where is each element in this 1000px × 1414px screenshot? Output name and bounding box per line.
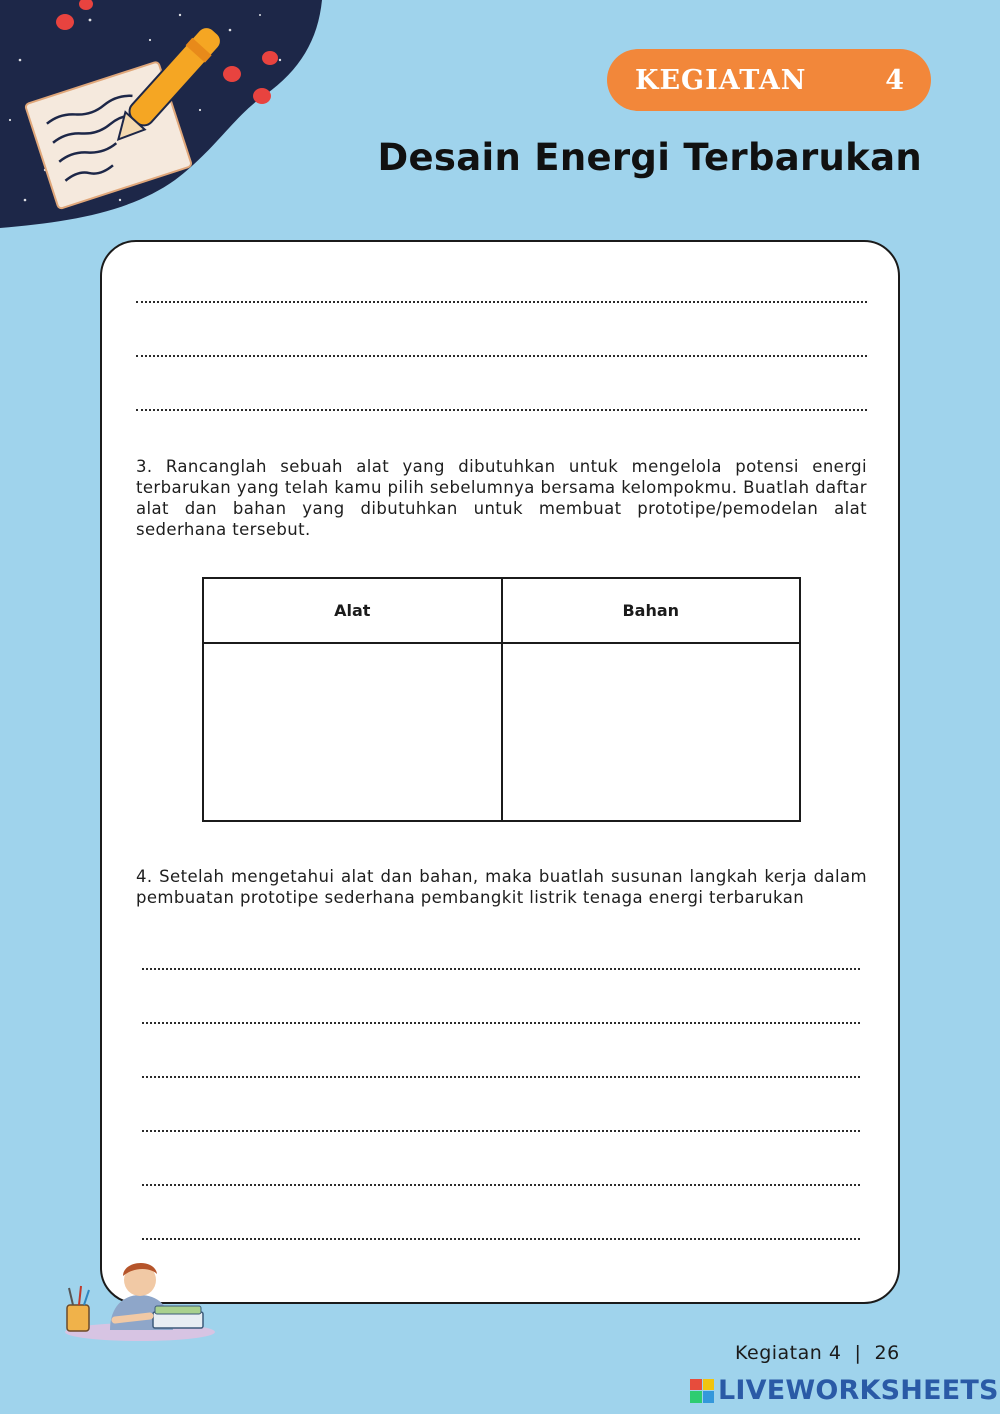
student-illustration xyxy=(55,1250,215,1345)
answer-line[interactable] xyxy=(136,301,867,303)
worksheet-card xyxy=(100,240,900,1304)
answer-line[interactable] xyxy=(142,1076,860,1078)
liveworksheets-logo[interactable] xyxy=(690,1375,999,1406)
badge-number: 4 xyxy=(885,64,905,96)
bahan-answer-cell[interactable] xyxy=(502,643,801,821)
liveworksheets-brand: LIVEWORKSHEETS xyxy=(718,1375,999,1406)
table-header-alat: Alat xyxy=(203,578,502,643)
answer-line[interactable] xyxy=(142,1022,860,1024)
tools-materials-table xyxy=(202,577,801,822)
answer-line[interactable] xyxy=(142,1238,860,1240)
question-3: 3. Rancanglah sebuah alat yang dibutuhkan untuk mengelola potensi energi terbarukan yang telah kamu pilih sebelumnya bersama kelompokmu. Buatlah daftar alat dan bahan yang dibutuhkan untuk membuat prototipe/pemodelan alat sederhana tersebut. xyxy=(136,457,867,539)
page-title: Desain Energi Terbarukan xyxy=(377,136,922,179)
alat-answer-cell[interactable] xyxy=(203,643,502,821)
activity-badge xyxy=(607,49,931,111)
answer-line[interactable] xyxy=(142,968,860,970)
notebook-pen-illustration xyxy=(0,0,340,240)
page-number: Kegiatan 4 | 26 xyxy=(735,1342,900,1364)
question-4: 4. Setelah mengetahui alat dan bahan, maka buatlah susunan langkah kerja dalam pembuatan prototipe sederhana pembangkit listrik tenaga energi terbarukan xyxy=(136,867,867,907)
answer-line[interactable] xyxy=(136,355,867,357)
badge-label: KEGIATAN xyxy=(635,64,807,96)
answer-line[interactable] xyxy=(142,1130,860,1132)
table-header-bahan: Bahan xyxy=(502,578,801,643)
answer-line[interactable] xyxy=(136,409,867,411)
liveworksheets-icon xyxy=(690,1379,714,1403)
answer-line[interactable] xyxy=(142,1184,860,1186)
